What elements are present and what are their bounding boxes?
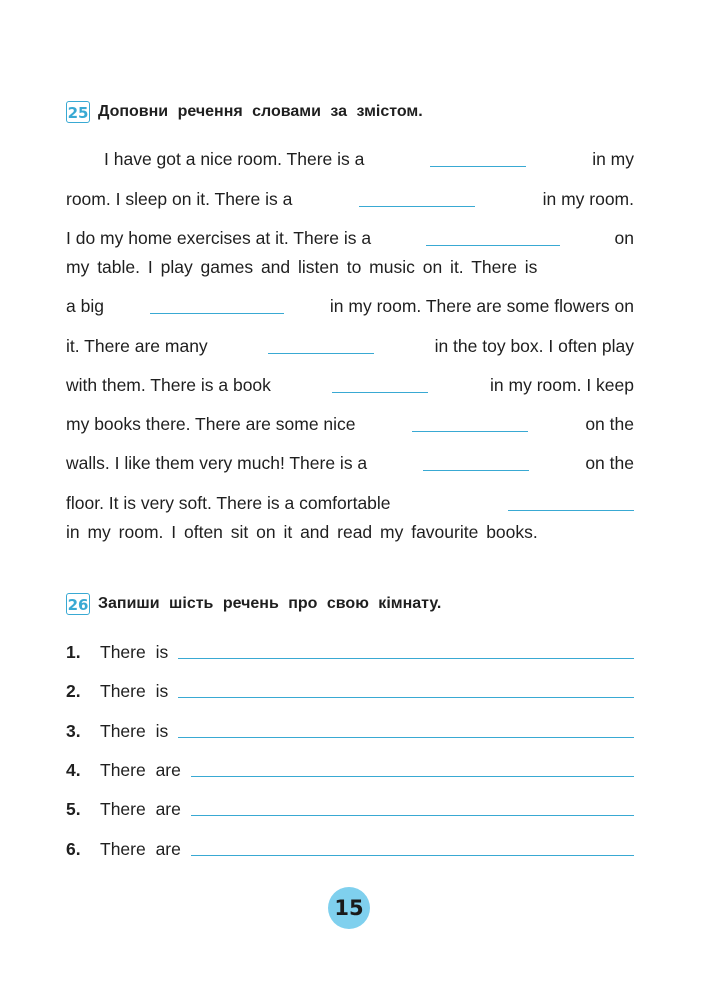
answer-blank[interactable] (359, 188, 475, 207)
line-text: in the toy box. I often play (434, 336, 634, 356)
task-25-line (66, 520, 634, 544)
task-25-line (66, 491, 634, 515)
sentence-item (66, 640, 634, 664)
sentence-item (66, 837, 634, 861)
task-25-line (66, 412, 634, 436)
task-26-number: 26 (66, 593, 90, 615)
item-number: 4. (66, 760, 81, 780)
answer-blank[interactable] (268, 335, 374, 354)
line-text: my table. I play games and listen to music on it. There is (66, 257, 538, 277)
line-text: my books there. There are some nice (66, 414, 356, 434)
answer-line[interactable] (178, 658, 634, 659)
answer-line[interactable] (191, 776, 634, 777)
task-26-header (66, 592, 441, 616)
item-number: 5. (66, 799, 81, 819)
item-number: 2. (66, 681, 81, 701)
line-text: in my room. I keep (490, 375, 634, 395)
task-25-line (66, 373, 634, 397)
line-text: in my (592, 149, 634, 169)
task-25-header (66, 100, 423, 124)
answer-blank[interactable] (412, 413, 528, 432)
page-number-badge: 15 (328, 887, 370, 929)
item-prompt: There are (100, 799, 181, 819)
answer-line[interactable] (178, 697, 634, 698)
line-text: floor. It is very soft. There is a comfortable (66, 493, 391, 513)
item-prompt: There are (100, 760, 181, 780)
line-text: with them. There is a book (66, 375, 271, 395)
sentence-item (66, 719, 634, 743)
line-text: I have got a nice room. There is a (104, 149, 365, 169)
task-25-number: 25 (66, 101, 90, 123)
task-25-line (66, 226, 634, 250)
answer-blank[interactable] (426, 227, 560, 246)
sentence-item (66, 758, 634, 782)
task-25-line (66, 451, 634, 475)
task-25-line (66, 187, 634, 211)
answer-line[interactable] (178, 737, 634, 738)
task-25-line (66, 147, 634, 171)
answer-blank[interactable] (508, 492, 634, 511)
answer-blank[interactable] (150, 295, 284, 314)
item-prompt: There is (100, 642, 169, 662)
line-text: walls. I like them very much! There is a (66, 453, 368, 473)
answer-blank[interactable] (332, 374, 428, 393)
line-text: in my room. (542, 189, 634, 209)
line-text: I do my home exercises at it. There is a (66, 228, 372, 248)
item-prompt: There is (100, 721, 169, 741)
line-text: on the (585, 414, 634, 434)
task-25-line (66, 334, 634, 358)
line-text: on the (585, 453, 634, 473)
answer-blank[interactable] (423, 452, 529, 471)
line-text: a big (66, 296, 104, 316)
task-26-title: Запиши шість речень про свою кімнату. (98, 595, 442, 612)
line-text: room. I sleep on it. There is a (66, 189, 293, 209)
line-text: in my room. I often sit on it and read my favourite books. (66, 522, 538, 542)
item-prompt: There is (100, 681, 169, 701)
answer-line[interactable] (191, 855, 634, 856)
item-number: 6. (66, 839, 81, 859)
line-text: in my room. There are some flowers on (329, 296, 634, 316)
task-25-line (66, 255, 634, 279)
line-text: on (614, 228, 634, 248)
sentence-item (66, 679, 634, 703)
sentence-item (66, 797, 634, 821)
item-number: 3. (66, 721, 81, 741)
answer-blank[interactable] (430, 148, 526, 167)
task-25-title: Доповни речення словами за змістом. (98, 103, 423, 120)
task-25-line (66, 294, 634, 318)
line-text: it. There are many (66, 336, 208, 356)
answer-line[interactable] (191, 815, 634, 816)
item-prompt: There are (100, 839, 181, 859)
item-number: 1. (66, 642, 81, 662)
